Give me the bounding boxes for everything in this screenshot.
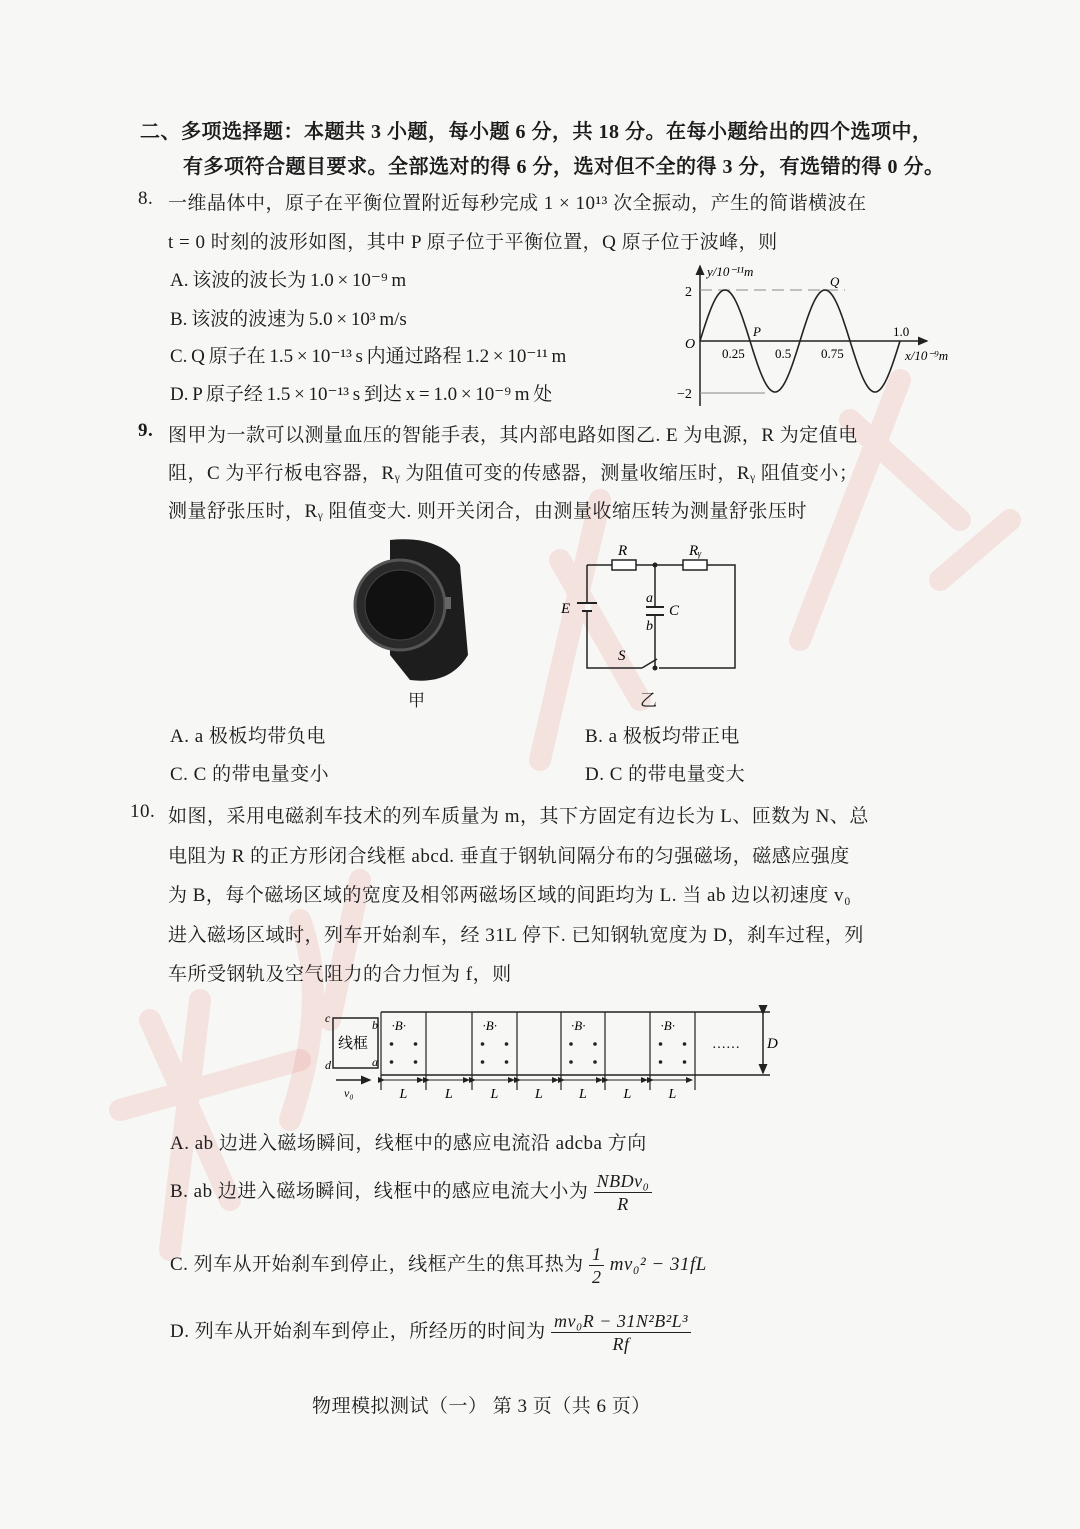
section-heading-line1: 二、多项选择题：本题共 3 小题，每小题 6 分，共 18 分。在每小题给出的四个选项中， — [140, 121, 933, 143]
field-dot — [414, 1060, 418, 1064]
expression-tail: mv₀² − 31fL — [609, 1253, 707, 1275]
continuation-dots: …… — [712, 1037, 740, 1052]
length-label: L — [623, 1087, 632, 1102]
corner-d: d — [325, 1058, 331, 1072]
q8-option-d[interactable]: D. P 原子经 1.5 × 10⁻¹³ s 到达 x = 1.0 × 10⁻⁹ m 处 — [170, 384, 553, 405]
field-label: ·B· — [660, 1018, 675, 1033]
length-label: L — [490, 1087, 499, 1102]
numerator: mv₀R − 31N²B²L³ — [551, 1310, 691, 1333]
q10-option-a[interactable]: A. ab 边进入磁场瞬间，线框中的感应电流沿 adcba 方向 — [170, 1133, 647, 1154]
rail-width-label: D — [767, 1036, 778, 1052]
page-footer: 物理模拟测试（一） 第 3 页（共 6 页） — [312, 1396, 651, 1417]
field-dot — [683, 1042, 687, 1046]
corner-a: a — [372, 1055, 378, 1069]
length-label: L — [668, 1087, 677, 1102]
point-p-label: P — [753, 324, 761, 339]
resistor-rf — [683, 560, 707, 570]
field-dot — [659, 1042, 663, 1046]
length-label: L — [579, 1087, 587, 1102]
field-dot — [414, 1042, 418, 1046]
x-axis-label: x/10⁻⁹m — [905, 348, 949, 363]
q9-stem-line3: 测量舒张压时，Rᵧ 阻值变大. 则开关闭合，由测量收缩压转为测量舒张压时 — [168, 501, 807, 522]
label-b: b — [646, 619, 653, 634]
q10-number: 10. — [130, 801, 156, 822]
field-dot — [569, 1042, 573, 1046]
q10-stem-line3: 为 B，每个磁场区域的宽度及相邻两磁场区域的间距均为 L. 当 ab 边以初速度 v₀ — [168, 885, 852, 906]
y-tick-2: 2 — [685, 285, 692, 300]
x-tick-0.5: 0.5 — [775, 346, 792, 361]
q9-number: 9. — [138, 420, 154, 441]
fraction — [594, 1170, 653, 1215]
denominator: R — [617, 1194, 629, 1214]
q8-stem-line1: 一维晶体中，原子在平衡位置附近每秒完成 1 × 10¹³ 次全振动，产生的简谐横波在 — [168, 193, 867, 214]
q10-option-d[interactable] — [170, 1310, 691, 1355]
fraction — [551, 1310, 691, 1355]
label-s: S — [618, 648, 626, 664]
origin-label: O — [685, 337, 696, 352]
q10-option-c-text: C. 列车从开始刹车到停止，线框产生的焦耳热为 — [170, 1253, 584, 1275]
numerator: 1 — [589, 1243, 605, 1266]
field-dot — [481, 1060, 485, 1064]
q9-stem-line2: 阻，C 为平行板电容器，Rᵧ 为阻值可变的传感器，测量收缩压时，Rᵧ 阻值变小； — [168, 463, 859, 484]
field-label: ·B· — [482, 1018, 497, 1033]
length-label: L — [399, 1087, 408, 1102]
q8-wave-graph — [665, 258, 965, 408]
denominator: 2 — [591, 1267, 602, 1287]
denominator: Rf — [612, 1334, 630, 1354]
y-tick-neg2: −2 — [677, 387, 692, 402]
q8-option-a[interactable]: A. 该波的波长为 1.0 × 10⁻⁹ m — [170, 270, 407, 291]
q8-stem-line2: t = 0 时刻的波形如图，其中 P 原子位于平衡位置，Q 原子位于波峰，则 — [168, 232, 778, 253]
fraction — [589, 1243, 605, 1288]
label-rf: Rᵧ — [689, 543, 702, 559]
numerator: NBDv₀ — [594, 1170, 653, 1193]
length-label: L — [535, 1087, 543, 1102]
q10-stem-line5: 车所受钢轨及空气阻力的合力恒为 f，则 — [168, 964, 512, 985]
field-dot — [390, 1060, 394, 1064]
q8-number: 8. — [138, 188, 154, 209]
field-dot — [593, 1060, 597, 1064]
field-dot — [390, 1042, 394, 1046]
label-r: R — [618, 543, 628, 559]
y-axis-label: y/10⁻¹¹m — [707, 264, 754, 279]
field-label: ·B· — [391, 1018, 406, 1033]
q9-circuit-diagram — [555, 535, 755, 685]
q10-option-b-text: B. ab 边进入磁场瞬间，线框中的感应电流大小为 — [170, 1180, 589, 1202]
field-dot — [505, 1042, 509, 1046]
x-tick-1.0: 1.0 — [893, 324, 910, 339]
figure-b-caption: 乙 — [640, 691, 657, 710]
field-dot — [593, 1042, 597, 1046]
corner-b: b — [372, 1018, 378, 1032]
q9-option-d[interactable]: D. C 的带电量变大 — [585, 764, 746, 785]
velocity-label: v₀ — [344, 1086, 354, 1100]
label-c: C — [669, 603, 680, 619]
q9-stem-line1: 图甲为一款可以测量血压的智能手表，其内部电路如图乙. E 为电源，R 为定值电 — [168, 425, 858, 446]
field-dot — [659, 1060, 663, 1064]
q10-stem-line2: 电阻为 R 的正方形闭合线框 abcd. 垂直于钢轨间隔分布的匀强磁场，磁感应强度 — [168, 846, 850, 867]
q9-option-a[interactable]: A. a 极板均带负电 — [170, 726, 326, 747]
label-a: a — [646, 591, 653, 606]
q10-magnetic-brake-diagram — [320, 1000, 790, 1110]
q10-stem-line1: 如图，采用电磁刹车技术的列车质量为 m，其下方固定有边长为 L、匝数为 N、总 — [168, 806, 869, 827]
q10-option-b[interactable] — [170, 1170, 652, 1215]
field-dot — [505, 1060, 509, 1064]
circuit-wire — [587, 565, 735, 668]
q8-option-c[interactable]: C. Q 原子在 1.5 × 10⁻¹³ s 内通过路程 1.2 × 10⁻¹¹ m — [170, 346, 567, 367]
q8-option-b[interactable]: B. 该波的波速为 5.0 × 10³ m/s — [170, 309, 407, 330]
q9-option-b[interactable]: B. a 极板均带正电 — [585, 726, 740, 747]
field-dot — [569, 1060, 573, 1064]
field-label: ·B· — [571, 1018, 586, 1033]
x-tick-0.75: 0.75 — [821, 346, 844, 361]
q10-stem-line4: 进入磁场区域时，列车开始刹车，经 31L 停下. 已知钢轨宽度为 D，刹车过程，列 — [168, 925, 864, 946]
corner-c: c — [325, 1011, 331, 1025]
figure-a-caption: 甲 — [408, 691, 425, 710]
section-heading-line2: 有多项符合题目要求。全部选对的得 6 分，选对但不全的得 3 分，有选错的得 0 分。 — [183, 156, 945, 178]
q9-option-c[interactable]: C. C 的带电量变小 — [170, 764, 330, 785]
coil-label: 线框 — [338, 1036, 369, 1052]
field-dot — [481, 1042, 485, 1046]
x-tick-0.25: 0.25 — [722, 346, 745, 361]
resistor-r — [612, 560, 636, 570]
field-dot — [683, 1060, 687, 1064]
label-e: E — [561, 601, 571, 617]
q10-option-d-text: D. 列车从开始刹车到停止，所经历的时间为 — [170, 1320, 546, 1342]
q10-option-c[interactable] — [170, 1243, 707, 1288]
point-q-label: Q — [830, 274, 840, 289]
length-label: L — [445, 1087, 453, 1102]
smartwatch-photo — [350, 535, 480, 685]
capacitor-c — [646, 607, 664, 615]
